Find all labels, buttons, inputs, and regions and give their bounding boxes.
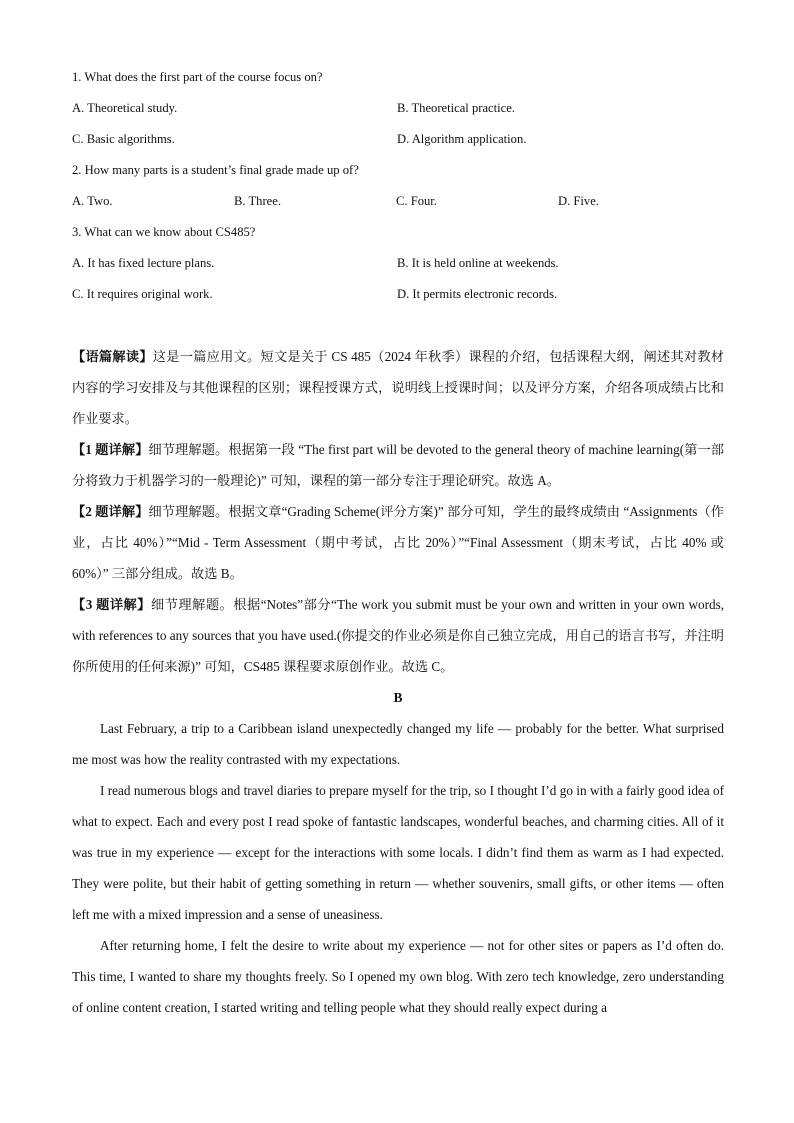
document-page <box>72 62 724 1023</box>
question-1-option-b: B. Theoretical practice. <box>397 101 515 115</box>
detail-3-paragraph <box>72 589 724 682</box>
detail-1-text: 细节理解题。根据第一段 “The first part will be devoted to the general theory of machine learning(第一部分将致力于机器学习的一般理论)” 可知，课程的第一部分专注于理论研究。故选 A。 <box>72 442 725 488</box>
question-1-option-a: A. Theoretical study. <box>72 101 178 115</box>
passage-paragraph-1: Last February, a trip to a Caribbean island unexpectedly changed my life — probably for the better. What surprised me most was how the reality contrasted with my expectations. <box>72 721 724 767</box>
question-1-stem: 1. What does the first part of the course focus on? <box>72 70 323 84</box>
question-3-option-d: D. It permits electronic records. <box>397 287 558 301</box>
section-title: B <box>393 690 403 705</box>
question-1-options-2 <box>72 124 724 155</box>
detail-3-text: 细节理解题。根据“Notes”部分“The work you submit must be your own and written in your own words, with references to any sources that you have used.(你提交的作业必须是你自己独立完成，用自己的语言书写，并注明你所使用的任何来源)” 可知，CS485 课程要求原创作业。故选 C。 <box>72 597 724 674</box>
detail-2-label: 【2 题详解】 <box>72 504 149 519</box>
question-2-option-c: C. Four. <box>396 194 437 208</box>
passage-paragraph-2: I read numerous blogs and travel diaries to prepare myself for the trip, so I thought I’d go in with a fairly good idea of what to expect. Each and every post I read spoke of fantastic landscapes, wonderful beaches, and charming cities. All of it was true in my experience — except for the interactions with some locals. I didn’t find them as warm as I had expected. They were polite, but their habit of getting something in return — whether souvenirs, small gifts, or other items — often left me with a mixed impression and a sense of uneasiness. <box>72 783 724 922</box>
detail-2-text: 细节理解题。根据文章“Grading Scheme(评分方案)” 部分可知，学生的最终成绩由 “Assignments（作业，占比 40%）”“Mid - Term Assessment（期中考试，占比 20%）”“Final Assessment（期末考试，占比 40% 或 60%）” 三部分组成。故选 B。 <box>72 504 724 581</box>
analysis-text: 这是一篇应用文。短文是关于 CS 485（2024 年秋季）课程的介绍，包括课程大纲，阐述其对教材内容的学习安排及与其他课程的区别；课程授课方式，说明线上授课时间；以及评分方案，介绍各项成绩占比和作业要求。 <box>72 349 724 426</box>
passage-paragraph-3: After returning home, I felt the desire to write about my experience — not for other sites or papers as I’d often do. This time, I wanted to share my thoughts freely. So I opened my own blog. With zero tech knowledge, zero understanding of online content creation, I started writing and telling people what they should really expect during a <box>72 938 724 1015</box>
question-3-stem: 3. What can we know about CS485? <box>72 225 256 239</box>
detail-1-label: 【1 题详解】 <box>72 442 149 457</box>
question-2-option-d: D. Five. <box>558 194 599 208</box>
question-2-options <box>72 186 724 217</box>
question-1-options <box>72 93 724 124</box>
question-1-option-d: D. Algorithm application. <box>397 132 527 146</box>
detail-1-paragraph <box>72 434 724 496</box>
question-3-option-b: B. It is held online at weekends. <box>397 256 559 270</box>
question-3-option-a: A. It has fixed lecture plans. <box>72 256 215 270</box>
question-3-option-c: C. It requires original work. <box>72 287 213 301</box>
analysis-label: 【语篇解读】 <box>72 349 153 364</box>
detail-2-paragraph <box>72 496 724 589</box>
question-2-stem: 2. How many parts is a student’s final grade made up of? <box>72 163 359 177</box>
detail-3-label: 【3 题详解】 <box>72 597 151 612</box>
answer-line <box>72 310 724 341</box>
question-2-option-b: B. Three. <box>234 194 281 208</box>
question-3-options-2 <box>72 279 724 310</box>
analysis-paragraph <box>72 341 724 434</box>
question-2-option-a: A. Two. <box>72 194 113 208</box>
question-3-options <box>72 248 724 279</box>
question-1-option-c: C. Basic algorithms. <box>72 132 175 146</box>
